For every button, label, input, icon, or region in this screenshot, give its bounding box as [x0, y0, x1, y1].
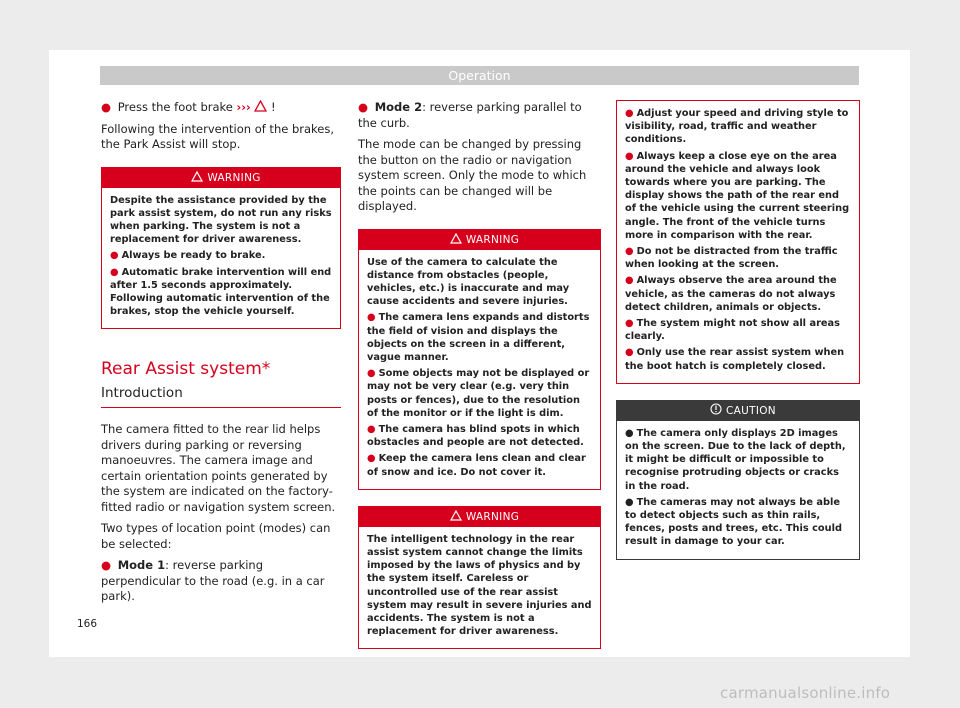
bullet-icon: ● — [625, 108, 634, 119]
list-item: ● Automatic brake intervention will end after 1.5 seconds approximately. Following automatic intervention of the brakes, stop the vehicle yourself. — [110, 266, 332, 318]
warning-triangle-icon — [450, 233, 462, 244]
list-item: ● Adjust your speed and driving style to visibility, road, traffic and weather conditions. — [625, 108, 849, 146]
bullet-icon: ● — [367, 453, 376, 465]
mode-1-item: ● Mode 1: reverse parking perpendicular to the road (e.g. in a car park). — [101, 558, 325, 604]
warning-box-continued — [616, 100, 860, 384]
warning-box-body: The intelligent technology in the rear assist system cannot change the limits imposed by the laws of physics and by the system itself. Careless or uncontrolled use of the rear assist system may result in severe injuries and accidents. The system is not a replacement for driver awareness. — [367, 533, 592, 638]
bullet-icon: ● — [367, 423, 376, 435]
paragraph-press-brake: ● Press the foot brake ››› ! — [101, 100, 276, 114]
column-3 — [616, 100, 860, 576]
page-number: 166 — [77, 618, 98, 630]
mode-2-item: ● Mode 2: reverse parking parallel to the curb. — [358, 100, 582, 130]
warning-box-body: Use of the camera to calculate the distance from obstacles (people, vehicles, etc.) is inaccurate and may cause accidents and severe injuries. ● The camera lens expands and distorts the field of vision and displays the objects on the screen in a different, vague manner. ● Some objects may not be displayed or may not be very clear (e.g. very thin posts or fences), due to the resolution of the monitor or if the light is dim. ● The camera has blind spots in which obstacles and people are not detected. ● Keep the camera lens clean and clear of snow and ice. Do not cover it. — [359, 250, 600, 489]
bullet-icon: ● — [625, 150, 634, 162]
caution-circle-icon — [710, 403, 722, 415]
warning-box-header: WARNING — [359, 507, 600, 527]
list-item: ● The camera only displays 2D images on the screen. Due to the lack of depth, it might be difficult or impossible to recognise protruding objects or cracks in the road. — [625, 427, 846, 492]
bullet-icon: ● — [625, 275, 634, 287]
bullet-icon: ● — [625, 318, 634, 330]
caution-box-header: CAUTION — [617, 401, 859, 421]
warning-box-header: WARNING — [359, 230, 600, 250]
bullet-icon: ● — [625, 347, 634, 359]
list-item: ● Always keep a close eye on the area around the vehicle and always look towards where you are parking. The display shows the path of the rear end of the vehicle using the current steering angle. The front of the vehicle turns more in comparison with the rear. — [625, 150, 850, 241]
column-2 — [358, 100, 601, 665]
list-item: ● The camera has blind spots in which obstacles and people are not detected. — [367, 423, 584, 449]
caution-box — [616, 400, 860, 560]
paragraph-modes: Two types of location point (modes) can be selected: — [101, 521, 331, 551]
list-item: ● Some objects may not be displayed or may not be very clear (e.g. very thin posts or fences), due to the resolution of the monitor or if the light is dim. — [367, 368, 590, 419]
warning-box-header: WARNING — [102, 168, 340, 188]
warning-box-body — [617, 101, 859, 383]
bullet-icon: ● — [625, 246, 634, 258]
bullet-icon: ● — [367, 368, 376, 380]
bullet-icon: ● — [110, 266, 119, 278]
bullet-icon: ● — [101, 558, 112, 573]
paragraph-camera: The camera fitted to the rear lid helps drivers during parking or reversing manoeuvres. The camera image and certain orientation points generated by the system are indicated on the factory-fitted radio or navigation system screen. — [101, 422, 336, 514]
section-header: Operation — [100, 66, 859, 85]
list-item: ● Always observe the area around the vehicle, as the cameras do not always detect children, animals or objects. — [625, 275, 837, 313]
bullet-icon: ● — [358, 100, 369, 114]
caution-box-body — [617, 421, 859, 559]
section-heading: Rear Assist system* — [101, 359, 271, 380]
list-item: ● The cameras may not always be able to detect objects such as thin rails, fences, posts and trees, etc. This could result in damage to your car. — [625, 496, 842, 548]
warning-box-2 — [358, 229, 601, 490]
bullet-icon: ● — [625, 496, 634, 508]
list-item: ● Do not be distracted from the traffic when looking at the screen. — [625, 246, 838, 271]
warning-box-1 — [101, 167, 341, 330]
bullet-icon: ● — [110, 250, 119, 262]
list-item: ● Only use the rear assist system when the boot hatch is completely closed. — [625, 347, 845, 372]
list-item: ● Always be ready to brake. — [110, 250, 266, 262]
bullet-icon: ● — [101, 100, 112, 114]
paragraph-mode-change: The mode can be changed by pressing the button on the radio or navigation system screen. Only the mode to which the points can be changed will be displayed. — [358, 137, 587, 213]
watermark: carmanualsonline.info — [720, 684, 891, 702]
list-item: ● The camera lens expands and distorts the field of vision and displays the objects on the screen in a different, vague manner. — [367, 312, 590, 363]
subsection-heading: Introduction — [101, 385, 341, 408]
list-item: ● The system might not show all areas clearly. — [625, 318, 840, 343]
warning-triangle-icon — [191, 171, 203, 182]
warning-triangle-icon — [254, 100, 267, 112]
cross-ref-arrows[interactable]: ››› — [236, 100, 251, 114]
warning-box-3 — [358, 506, 601, 650]
bullet-icon: ● — [367, 312, 376, 324]
paragraph-intervention: Following the intervention of the brakes, the Park Assist will stop. — [101, 121, 335, 151]
warning-triangle-icon — [450, 510, 462, 521]
bullet-icon: ● — [625, 427, 634, 439]
warning-box-body: Despite the assistance provided by the park assist system, do not run any risks when parking. The system is not a replacement for driver awareness. ● Always be ready to brake. ● Automatic brake intervention will end after 1.5 seconds approximately. Following automatic intervention of the brakes, stop the vehicle yourself. — [110, 194, 332, 318]
list-item: ● Keep the camera lens clean and clear of snow and ice. Do not cover it. — [367, 453, 586, 478]
column-1 — [101, 100, 341, 611]
